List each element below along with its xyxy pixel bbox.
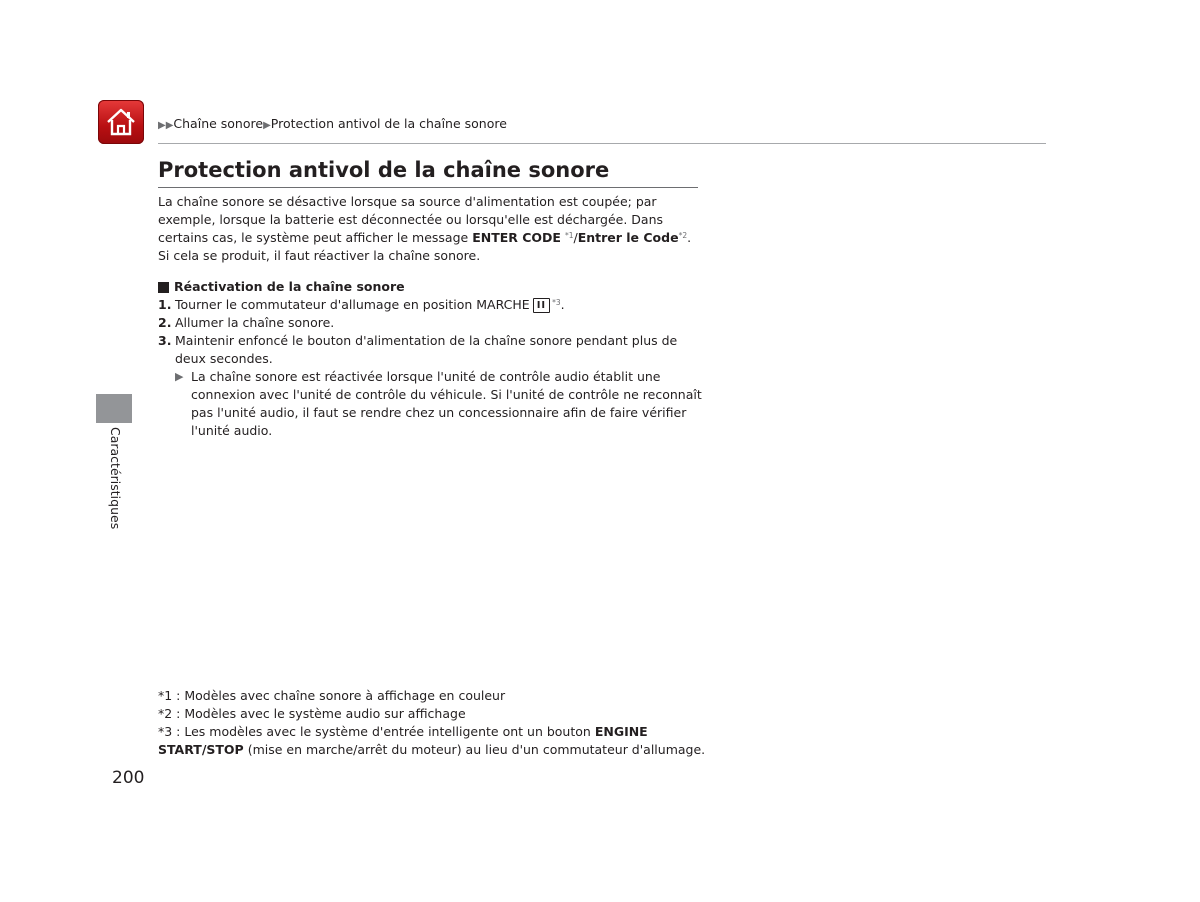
footnote-ref-3: *3 — [552, 298, 561, 307]
footnotes — [158, 687, 718, 759]
home-icon — [104, 106, 138, 138]
footnote-ref-1: *1 — [564, 231, 574, 240]
page-title: Protection antivol de la chaîne sonore — [158, 158, 610, 182]
breadcrumb-arrow-icon: ▶ — [158, 120, 166, 131]
step-1-text: Tourner le commutateur d'allumage en position MARCHE — [175, 297, 530, 312]
title-divider — [158, 187, 698, 188]
list-item — [158, 314, 703, 332]
section-tab-label: Caractéristiques — [108, 427, 123, 530]
main-content — [158, 193, 703, 440]
list-item — [158, 296, 703, 314]
footnote-2: *2 : Modèles avec le système audio sur affichage — [158, 706, 466, 721]
square-bullet-icon — [158, 282, 169, 293]
breadcrumb — [158, 116, 507, 131]
step-number: 1. — [158, 297, 172, 312]
section-tab[interactable] — [96, 394, 132, 423]
footnote-3 — [158, 723, 718, 759]
step-text: Maintenir enfoncé le bouton d'alimentation de la chaîne sonore pendant plus de deux secondes. — [175, 333, 678, 366]
breadcrumb-item-chaine-sonore[interactable]: Chaîne sonore — [173, 116, 264, 131]
note-arrow-icon: ▶ — [175, 370, 184, 383]
intro-text-end: . Si cela se produit, il faut réactiver la chaîne sonore. — [158, 230, 692, 263]
page-number: 200 — [112, 768, 145, 788]
message-entrer-le-code: Entrer le Code — [577, 230, 679, 245]
step-1-period: . — [560, 297, 565, 312]
step-number: 2. — [158, 315, 172, 330]
intro-text: La chaîne sonore se désactive lorsque sa source d'alimentation est coupée; par exemple, lorsque la batterie est déconnectée ou lorsqu'elle est déchargée. Dans certains cas, le système peut afficher le message — [158, 194, 664, 245]
message-enter-code: ENTER CODE — [472, 230, 561, 245]
intro-paragraph — [158, 193, 703, 265]
footnote-1: *1 : Modèles avec chaîne sonore à affichage en couleur — [158, 688, 506, 703]
section-heading-text: Réactivation de la chaîne sonore — [174, 279, 405, 294]
breadcrumb-arrow-icon: ▶ — [263, 120, 271, 131]
breadcrumb-arrow-icon: ▶ — [165, 120, 174, 131]
ignition-position-key: II — [533, 298, 550, 313]
home-button[interactable] — [98, 100, 144, 144]
note-text: La chaîne sonore est réactivée lorsque l'unité de contrôle audio établit une connexion avec l'unité de contrôle du véhicule. Si l'unité de contrôle ne reconnaît pas l'unité audio, il faut se rendre chez un concessionnaire afin de faire vérifier l'unité audio. — [191, 369, 702, 438]
footnote-3-text: *3 : Les modèles avec le système d'entrée intelligente ont un bouton — [158, 724, 595, 739]
steps-list — [158, 296, 703, 368]
step-note — [158, 368, 703, 440]
step-text — [175, 296, 703, 314]
section-heading — [158, 278, 703, 296]
breadcrumb-item-current: Protection antivol de la chaîne sonore — [270, 116, 507, 131]
list-item — [158, 332, 703, 368]
step-number: 3. — [158, 333, 172, 348]
footnote-ref-2: *2 — [678, 231, 688, 240]
slash: / — [573, 230, 578, 245]
footnote-3-text-end: (mise en marche/arrêt du moteur) au lieu d'un commutateur d'allumage. — [243, 742, 706, 757]
header-divider — [158, 143, 1046, 144]
step-text: Allumer la chaîne sonore. — [175, 315, 335, 330]
engine-start-stop-label: ENGINE START/STOP — [158, 724, 648, 757]
